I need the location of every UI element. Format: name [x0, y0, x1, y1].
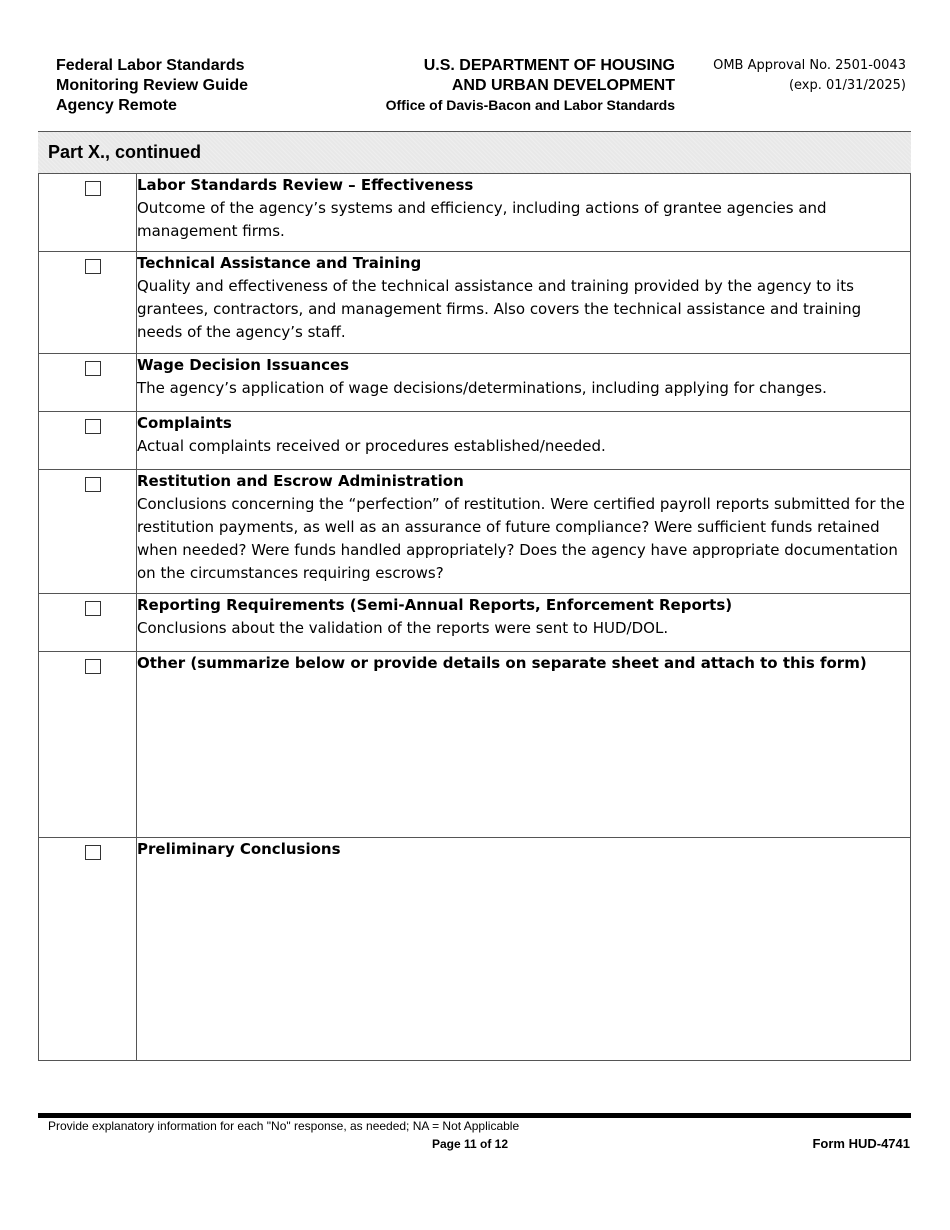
- checkbox-cell: [39, 412, 137, 470]
- form-title-line-2: Monitoring Review Guide: [56, 77, 249, 94]
- form-title-line-3: Agency Remote: [56, 97, 177, 114]
- item-title: Preliminary Conclusions: [137, 840, 341, 858]
- table-row: [39, 412, 911, 470]
- item-description: Actual complaints received or procedures established/needed.: [137, 437, 606, 455]
- section-header: [38, 131, 911, 173]
- footer-divider: [38, 1113, 911, 1118]
- item-text-cell[interactable]: [137, 652, 911, 838]
- item-text-cell: [137, 252, 911, 354]
- checkbox-cell: [39, 252, 137, 354]
- table-row: [39, 594, 911, 652]
- table-row: [39, 652, 911, 838]
- item-checkbox[interactable]: [85, 361, 101, 376]
- item-title: Labor Standards Review – Effectiveness: [137, 176, 474, 194]
- omb-expiration: (exp. 01/31/2025): [788, 78, 906, 93]
- item-title: Complaints: [137, 414, 232, 432]
- checkbox-cell: [39, 174, 137, 252]
- table-row: [39, 252, 911, 354]
- item-text-cell[interactable]: [137, 838, 911, 1061]
- department-line-1: U.S. DEPARTMENT OF HOUSING: [423, 57, 675, 74]
- item-text-cell: [137, 594, 911, 652]
- review-items-table: [38, 173, 911, 1061]
- item-title: Restitution and Escrow Administration: [137, 472, 464, 490]
- item-title: Technical Assistance and Training: [137, 254, 422, 272]
- item-checkbox[interactable]: [85, 419, 101, 434]
- department-line-2: AND URBAN DEVELOPMENT: [451, 77, 675, 94]
- form-title-line-1: Federal Labor Standards: [56, 57, 245, 74]
- table-row: [39, 354, 911, 412]
- checkbox-cell: [39, 354, 137, 412]
- footer-note: Provide explanatory information for each "No" response, as needed; NA = Not Applicable: [48, 1119, 520, 1133]
- table-row: [39, 838, 911, 1061]
- item-description: Quality and effectiveness of the technical assistance and training provided by the agency to its grantees, contractors, and management firms. Also covers the technical assistance and training needs of the agency’s staff.: [137, 277, 862, 341]
- agency-block: [315, 56, 675, 114]
- office-name: Office of Davis-Bacon and Labor Standards: [385, 97, 675, 113]
- item-text-cell: [137, 174, 911, 252]
- section-title: Part X., continued: [48, 142, 202, 162]
- item-checkbox[interactable]: [85, 845, 101, 860]
- form-title-block: [56, 56, 316, 116]
- checkbox-cell: [39, 470, 137, 594]
- item-checkbox[interactable]: [85, 601, 101, 616]
- item-title: Other (summarize below or provide details on separate sheet and attach to this form): [137, 654, 867, 672]
- item-checkbox[interactable]: [85, 181, 101, 196]
- item-checkbox[interactable]: [85, 659, 101, 674]
- omb-approval: [686, 56, 906, 96]
- item-text-cell: [137, 412, 911, 470]
- item-title: Reporting Requirements (Semi-Annual Reports, Enforcement Reports): [137, 596, 733, 614]
- item-description: Outcome of the agency’s systems and efficiency, including actions of grantee agencies and management firms.: [137, 199, 827, 240]
- checkbox-cell: [39, 652, 137, 838]
- item-checkbox[interactable]: [85, 477, 101, 492]
- item-description: The agency’s application of wage decisions/determinations, including applying for changes.: [137, 379, 827, 397]
- item-title: Wage Decision Issuances: [137, 356, 350, 374]
- item-text-cell: [137, 470, 911, 594]
- item-description: Conclusions concerning the “perfection” of restitution. Were certified payroll reports submitted for the restitution payments, as well as an assurance of future compliance? Were sufficient funds retained when needed? Were funds handled appropriately? Does the agency have appropriate documentation on the circumstances requiring escrows?: [137, 495, 905, 582]
- table-row: [39, 470, 911, 594]
- omb-number: OMB Approval No. 2501-0043: [713, 58, 906, 73]
- item-description: Conclusions about the validation of the reports were sent to HUD/DOL.: [137, 619, 669, 637]
- checkbox-cell: [39, 838, 137, 1061]
- checkbox-cell: [39, 594, 137, 652]
- item-checkbox[interactable]: [85, 259, 101, 274]
- item-text-cell: [137, 354, 911, 412]
- form-number: Form HUD-4741: [812, 1136, 910, 1151]
- page-number: Page 11 of 12: [431, 1137, 509, 1151]
- table-row: [39, 174, 911, 252]
